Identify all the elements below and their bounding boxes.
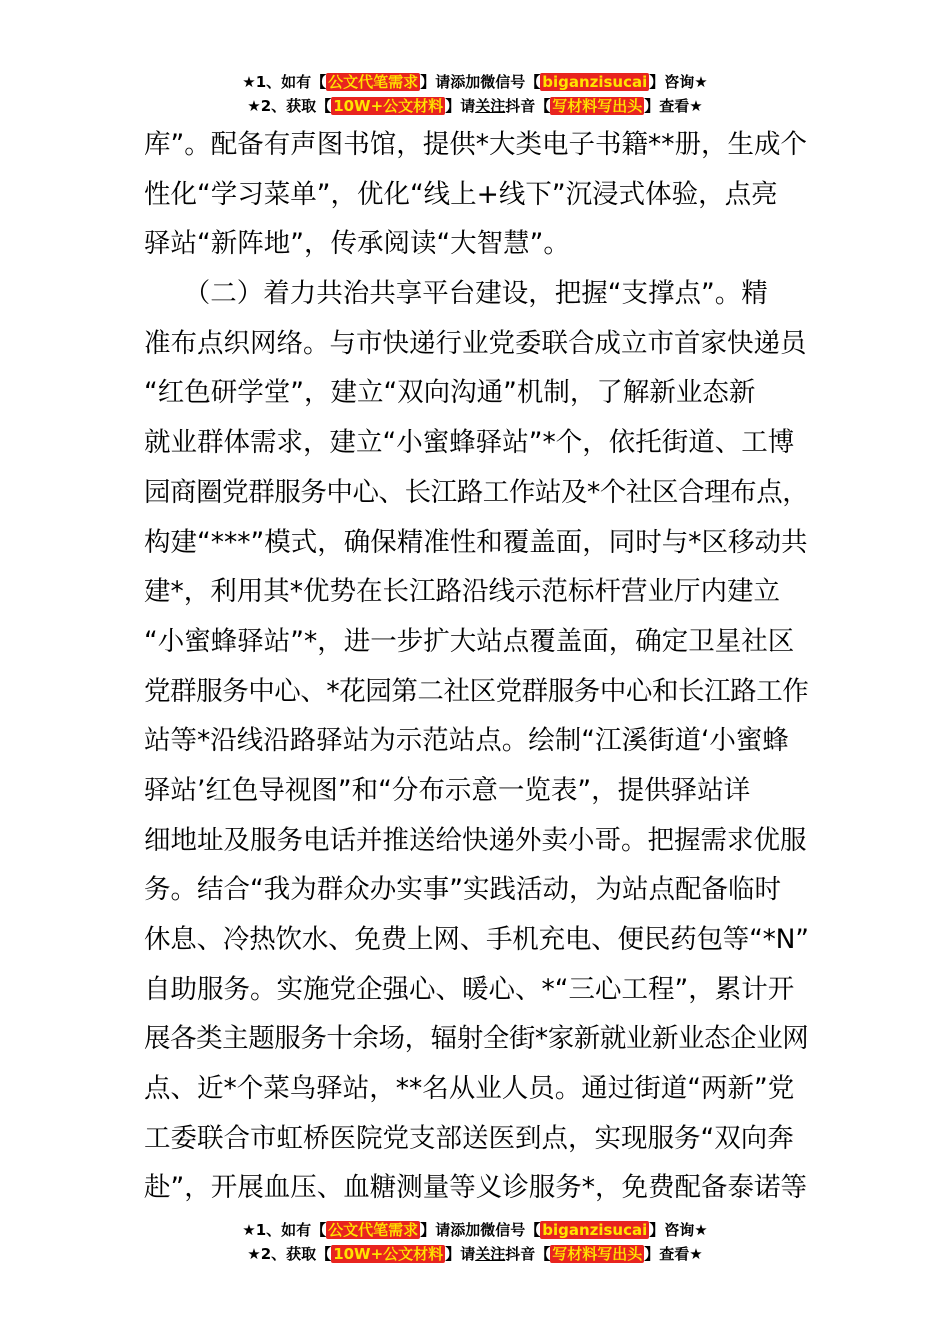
promo-highlight: 写材料写出头: [552, 1245, 643, 1263]
body-text-line: 赴”，开展血压、血糖测量等义诊服务*，免费配备泰诺等: [144, 1172, 807, 1204]
promo-highlight: 写材料写出头: [552, 97, 643, 115]
promo-line-2: [0, 94, 950, 118]
promo-highlight: 公文代笔需求: [328, 73, 419, 91]
promo-highlight: 公文代笔需求: [328, 1221, 419, 1239]
promo-text: ★1、如有【: [242, 1221, 327, 1239]
body-text-line: 驿站“新阵地”，传承阅读“大智慧”。: [144, 228, 570, 260]
promo-highlight: biganzisucai: [542, 1221, 648, 1239]
body-text-line: 性化“学习菜单”，优化“线上+线下”沉浸式体验，点亮: [144, 178, 778, 210]
body-text-line: 建*，利用其*优势在长江路沿线示范标杆营业厅内建立: [144, 576, 780, 608]
promo-underlined-text: 关注: [475, 97, 506, 115]
promo-highlight: 10W+公文材料: [333, 1245, 444, 1263]
body-text-line: 库”。配备有声图书馆，提供*大类电子书籍**册，生成个: [144, 129, 807, 160]
body-text-line: 构建“***”模式，确保精准性和覆盖面，同时与*区移动共: [144, 526, 808, 558]
promo-text: 抖音【: [505, 97, 551, 115]
promo-line-1: [0, 70, 950, 94]
body-text-line: 自助服务。实施党企强心、暖心、*“三心工程”，累计开: [144, 973, 795, 1005]
promo-text: 】咨询★: [649, 73, 708, 91]
promo-highlight: 10W+公文材料: [333, 97, 444, 115]
body-text-line: （二）着力共治共享平台建设，把握“支撑点”。精: [144, 278, 768, 310]
body-text-line: 准布点织网络。与市快递行业党委联合成立市首家快递员: [144, 327, 807, 359]
body-text-line: 细地址及服务电话并推送给快递外卖小哥。把握需求优服: [144, 824, 807, 856]
promo-text: 】请添加微信号【: [420, 1221, 541, 1239]
promo-text: 】请: [445, 97, 476, 115]
promo-highlight: biganzisucai: [542, 73, 648, 91]
body-text-line: 党群服务中心、*花园第二社区党群服务中心和长江路工作: [144, 675, 809, 707]
body-text-line: 展各类主题服务十余场，辐射全街*家新就业新业态企业网: [144, 1023, 809, 1055]
promo-text: 】请: [445, 1245, 476, 1263]
promo-line-2: [0, 1242, 950, 1266]
document-body: [144, 120, 809, 1213]
promo-text: 】查看★: [644, 1245, 703, 1263]
body-text-line: 休息、冷热饮水、免费上网、手机充电、便民药包等“*N”: [144, 924, 809, 955]
promo-underlined-text: 关注: [475, 1245, 506, 1263]
promo-text: ★1、如有【: [242, 73, 327, 91]
promo-text: 】查看★: [644, 97, 703, 115]
promo-text: 抖音【: [505, 1245, 551, 1263]
body-text-line: 务。结合“我为群众办实事”实践活动，为站点配备临时: [144, 874, 781, 906]
promo-text: 】请添加微信号【: [420, 73, 541, 91]
promo-text: ★2、获取【: [247, 97, 332, 115]
body-text-line: 就业群体需求，建立“小蜜蜂驿站”*个，依托街道、工博: [144, 427, 795, 459]
body-text-line: 点、近*个菜鸟驿站，**名从业人员。通过街道“两新”党: [144, 1073, 795, 1105]
promo-banner-bottom: [0, 1218, 950, 1266]
promo-line-1: [0, 1218, 950, 1242]
promo-text: 】咨询★: [649, 1221, 708, 1239]
body-text-line: 站等*沿线沿路驿站为示范站点。绘制“江溪街道‘小蜜蜂: [144, 725, 789, 757]
body-text-line: 工委联合市虹桥医院党支部送医到点，实现服务“双向奔: [144, 1122, 794, 1154]
promo-banner-top: [0, 70, 950, 118]
body-text-line: “小蜜蜂驿站”*，进一步扩大站点覆盖面，确定卫星社区: [144, 625, 795, 657]
promo-text: ★2、获取【: [247, 1245, 332, 1263]
body-text-line: 园商圈党群服务中心、长江路工作站及*个社区合理布点，: [144, 476, 809, 508]
body-text-line: “红色研学堂”，建立“双向沟通”机制，了解新业态新: [144, 377, 756, 409]
body-text-line: 驿站’红色导视图”和“分布示意一览表”，提供驿站详: [144, 774, 751, 806]
